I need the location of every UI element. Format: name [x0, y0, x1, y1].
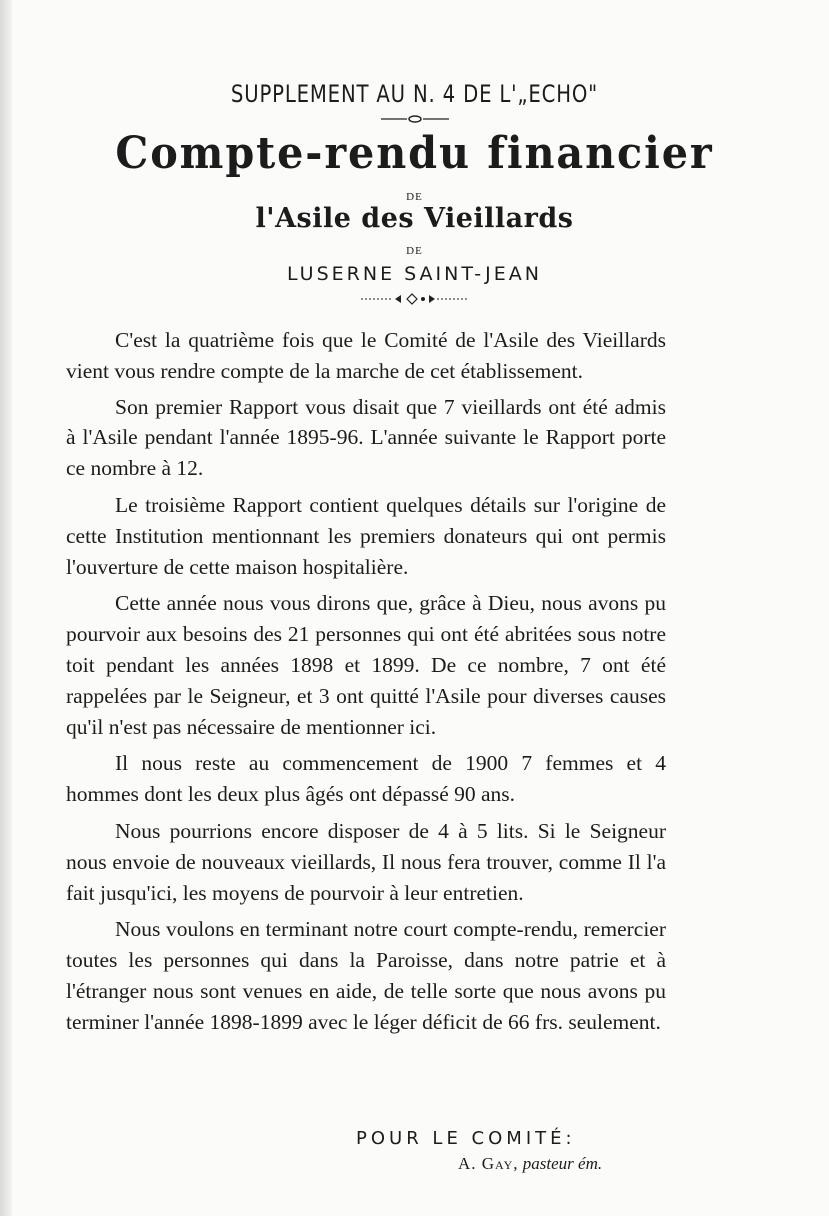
supplement-heading: SUPPLEMENT AU N. 4 DE L'„ECHO" — [230, 80, 599, 108]
paragraph-introduction: C'est la quatrième fois que le Comité de l'Asile des Vieillards vient vous rendre compte de la marche de cet établissement. — [66, 328, 666, 383]
title-connector-de: DE — [406, 191, 423, 203]
heading-ornament-rule — [0, 111, 829, 129]
scan-edge-shadow — [0, 0, 12, 1216]
paragraph-third-report: Le troisième Rapport contient quelques détails sur l'origine de cette Institution mentionnant les premiers donateurs qui ont permis l'ouverture de cette maison hospitalière. — [66, 492, 666, 579]
section-ornament-divider — [0, 292, 829, 311]
paragraph-residents: Il nous reste au commencement de 1900 7 femmes et 4 hommes dont les deux plus âgés ont dépassé 90 ans. — [66, 751, 666, 807]
document-title: Compte-rendu financier — [115, 128, 714, 179]
committee-signature-line: POUR LE COMITÉ: — [356, 1128, 576, 1149]
paragraph-thanks: Nous voulons en terminant notre court compte-rendu, remercier toutes les personnes qui dans la Paroisse, dans notre patrie et à l'étranger nous sont venues en aide, de telle sorte que nous avons pu terminer l'année 1898-1899 avec le léger déficit de 66 frs. seulement. — [66, 917, 666, 1034]
place-name: LUSERNE SAINT-JEAN — [287, 263, 542, 285]
signatory-role: pasteur ém. — [522, 1154, 603, 1173]
signatory-name: A. Gay, — [458, 1154, 519, 1173]
paragraph-first-report: Son premier Rapport vous disait que 7 vieillards ont été admis à l'Asile pendant l'année 1895-96. L'année suivante le Rapport porte ce nombre à 12. — [66, 394, 666, 481]
paragraph-this-year: Cette année nous vous dirons que, grâce à Dieu, nous avons pu pourvoir aux besoins des 21 personnes qui ont été abritées sous notre toit pendant les années 1898 et 1899. De ce nombre, 7 ont été rappelées par le Seigneur, et 3 ont quitté l'Asile pour diverses causes qu'il n'est pas nécessaire de mentionner ici. — [66, 591, 666, 739]
paragraph-beds: Nous pourrions encore disposer de 4 à 5 lits. Si le Seigneur nous envoie de nouveaux vieillards, Il nous fera trouver, comme Il l'a fait jusqu'ici, les moyens de pourvoir à leur entretien. — [66, 818, 666, 905]
document-subtitle: l'Asile des Vieillards — [255, 203, 574, 234]
signatory — [458, 1154, 602, 1174]
report-body — [66, 325, 666, 1044]
subtitle-connector-de: DE — [406, 245, 423, 257]
